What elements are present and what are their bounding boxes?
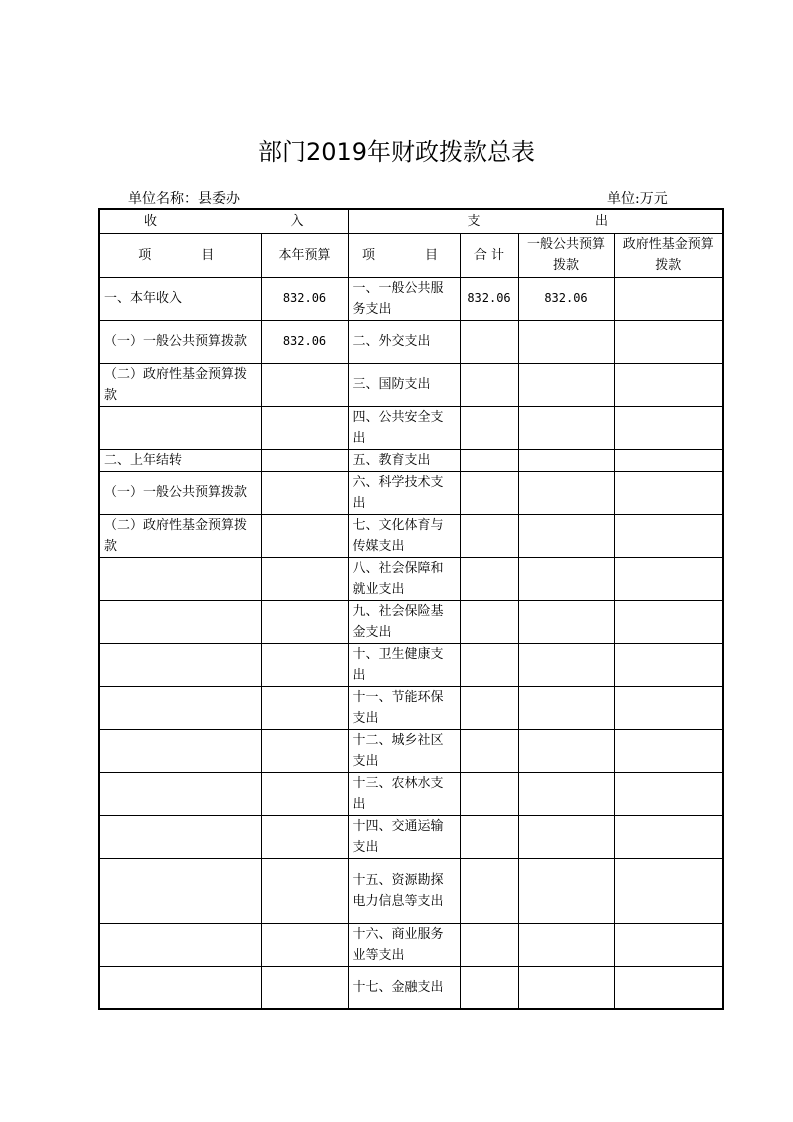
general-budget-value-cell (518, 406, 614, 449)
table-row (99, 471, 723, 514)
income-item-cell: （二）政府性基金预算拨款 (99, 363, 261, 406)
income-value-cell (261, 923, 348, 966)
income-item-cell (99, 858, 261, 923)
general-budget-value-cell: 832.06 (518, 277, 614, 320)
table-row (99, 923, 723, 966)
income-item-cell: 一、本年收入 (99, 277, 261, 320)
expense-item-cell: 十、卫生健康支出 (348, 643, 460, 686)
general-budget-value-cell (518, 923, 614, 966)
unit-label: 单位:万元 (607, 191, 668, 207)
col-total: 合 计 (460, 233, 518, 277)
total-value-cell (460, 514, 518, 557)
table-row (99, 858, 723, 923)
general-budget-value-cell (518, 858, 614, 923)
total-value-cell (460, 686, 518, 729)
total-value-cell (460, 363, 518, 406)
general-budget-value-cell (518, 363, 614, 406)
fund-budget-value-cell (614, 858, 723, 923)
general-budget-value-cell (518, 600, 614, 643)
section-header-row (99, 209, 723, 233)
income-value-cell (261, 557, 348, 600)
fund-budget-value-cell (614, 686, 723, 729)
total-value-cell (460, 772, 518, 815)
expense-item-cell: 十三、农林水支出 (348, 772, 460, 815)
income-value-cell (261, 514, 348, 557)
general-budget-value-cell (518, 686, 614, 729)
income-item-cell (99, 643, 261, 686)
table-row (99, 320, 723, 363)
expense-item-cell: 八、社会保障和就业支出 (348, 557, 460, 600)
expense-item-cell: 一、一般公共服务支出 (348, 277, 460, 320)
fund-budget-value-cell (614, 277, 723, 320)
fund-budget-value-cell (614, 815, 723, 858)
income-item-cell (99, 772, 261, 815)
income-value-cell (261, 772, 348, 815)
fund-budget-value-cell (614, 406, 723, 449)
fund-budget-value-cell (614, 600, 723, 643)
expense-header-a: 支 (467, 213, 481, 229)
income-item-cell (99, 729, 261, 772)
expense-section-header (348, 209, 723, 233)
fund-budget-value-cell (614, 923, 723, 966)
table-row (99, 815, 723, 858)
income-value-cell (261, 643, 348, 686)
income-header-b: 入 (290, 213, 304, 229)
income-item-cell (99, 686, 261, 729)
expense-item-cell: 二、外交支出 (348, 320, 460, 363)
income-value-cell: 832.06 (261, 320, 348, 363)
income-item-cell (99, 923, 261, 966)
income-value-cell (261, 600, 348, 643)
expense-item-cell: 六、科学技术支出 (348, 471, 460, 514)
expense-item-cell: 七、文化体育与传媒支出 (348, 514, 460, 557)
income-item-cell (99, 406, 261, 449)
general-budget-value-cell (518, 815, 614, 858)
income-value-cell (261, 966, 348, 1009)
col-fund-budget: 政府性基金预算拨款 (614, 233, 723, 277)
income-section-header (99, 209, 348, 233)
total-value-cell (460, 643, 518, 686)
table-row (99, 686, 723, 729)
total-value-cell (460, 729, 518, 772)
fund-budget-value-cell (614, 643, 723, 686)
total-value-cell (460, 966, 518, 1009)
table-row (99, 966, 723, 1009)
fund-budget-value-cell (614, 449, 723, 471)
fund-budget-value-cell (614, 557, 723, 600)
income-value-cell (261, 858, 348, 923)
income-header-a: 收 (144, 213, 158, 229)
col-general-budget: 一般公共预算拨款 (518, 233, 614, 277)
income-item-cell: 二、上年结转 (99, 449, 261, 471)
fund-budget-value-cell (614, 363, 723, 406)
income-item-cell (99, 557, 261, 600)
total-value-cell (460, 406, 518, 449)
total-value-cell (460, 815, 518, 858)
expense-item-cell: 九、社会保险基金支出 (348, 600, 460, 643)
unit-name-label: 单位名称：县委办 (128, 191, 240, 207)
expense-item-cell: 十一、节能环保支出 (348, 686, 460, 729)
fund-budget-value-cell (614, 966, 723, 1009)
income-item-cell: （二）政府性基金预算拨款 (99, 514, 261, 557)
total-value-cell (460, 600, 518, 643)
income-item-cell (99, 966, 261, 1009)
income-value-cell (261, 729, 348, 772)
income-value-cell (261, 686, 348, 729)
income-value-cell (261, 363, 348, 406)
income-item-cell (99, 815, 261, 858)
income-value-cell (261, 449, 348, 471)
general-budget-value-cell (518, 449, 614, 471)
general-budget-value-cell (518, 729, 614, 772)
fund-budget-value-cell (614, 320, 723, 363)
income-item-cell: （一）一般公共预算拨款 (99, 320, 261, 363)
fund-budget-value-cell (614, 729, 723, 772)
income-item-cell: （一）一般公共预算拨款 (99, 471, 261, 514)
income-value-cell (261, 815, 348, 858)
col-budget-this-year: 本年预算 (261, 233, 348, 277)
general-budget-value-cell (518, 471, 614, 514)
table-row (99, 449, 723, 471)
general-budget-value-cell (518, 557, 614, 600)
general-budget-value-cell (518, 514, 614, 557)
general-budget-value-cell (518, 772, 614, 815)
table-row (99, 729, 723, 772)
table-row (99, 600, 723, 643)
income-item-cell (99, 600, 261, 643)
page-title: 部门2019年财政拨款总表 (257, 138, 536, 166)
table-row (99, 277, 723, 320)
col-item-income: 项 目 (99, 233, 261, 277)
income-value-cell: 832.06 (261, 277, 348, 320)
expense-item-cell: 十五、资源勘探电力信息等支出 (348, 858, 460, 923)
table-row (99, 363, 723, 406)
income-value-cell (261, 471, 348, 514)
table-row (99, 514, 723, 557)
table-row (99, 557, 723, 600)
table-row (99, 406, 723, 449)
col-item-expense: 项 目 (348, 233, 460, 277)
total-value-cell (460, 471, 518, 514)
total-value-cell (460, 449, 518, 471)
total-value-cell (460, 858, 518, 923)
general-budget-value-cell (518, 643, 614, 686)
expense-item-cell: 四、公共安全支出 (348, 406, 460, 449)
general-budget-value-cell (518, 966, 614, 1009)
table-row (99, 643, 723, 686)
expense-item-cell: 十四、交通运输支出 (348, 815, 460, 858)
expense-item-cell: 十六、商业服务业等支出 (348, 923, 460, 966)
total-value-cell (460, 557, 518, 600)
general-budget-value-cell (518, 320, 614, 363)
expense-item-cell: 三、国防支出 (348, 363, 460, 406)
total-value-cell (460, 320, 518, 363)
fund-budget-value-cell (614, 514, 723, 557)
fund-budget-value-cell (614, 772, 723, 815)
table-row (99, 772, 723, 815)
total-value-cell (460, 923, 518, 966)
income-value-cell (261, 406, 348, 449)
fund-budget-value-cell (614, 471, 723, 514)
expense-header-b: 出 (595, 213, 609, 229)
expense-item-cell: 十七、金融支出 (348, 966, 460, 1009)
column-header-row (99, 233, 723, 277)
expense-item-cell: 五、教育支出 (348, 449, 460, 471)
appropriation-table (98, 208, 724, 1010)
expense-item-cell: 十二、城乡社区支出 (348, 729, 460, 772)
total-value-cell: 832.06 (460, 277, 518, 320)
